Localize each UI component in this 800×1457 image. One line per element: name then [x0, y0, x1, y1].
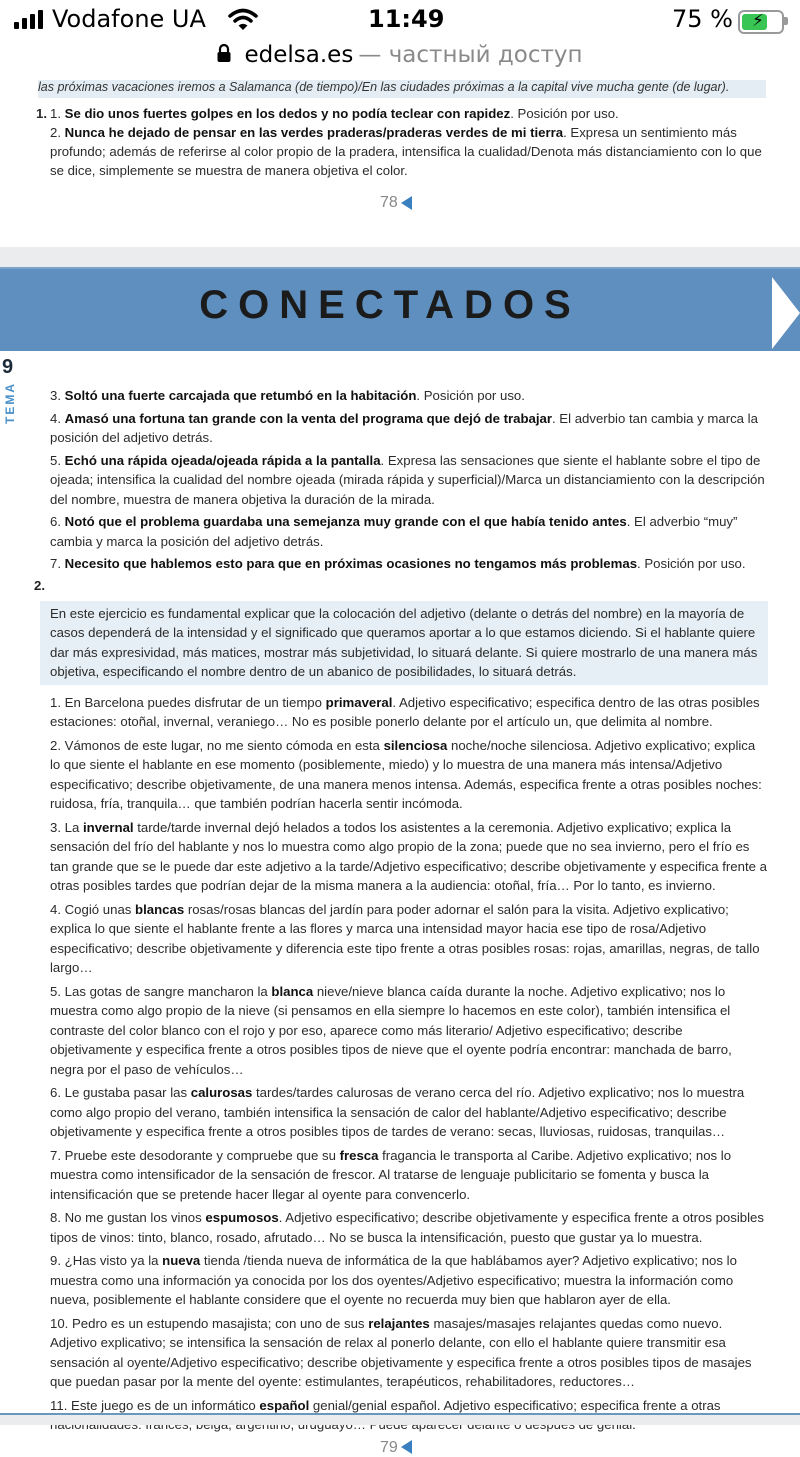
answer-item-7	[50, 554, 768, 574]
item-number: 6.	[50, 514, 65, 529]
answer-item-2-1	[50, 693, 768, 732]
item-explanation: . Posición por uso.	[510, 106, 619, 121]
item-sentence-start: 3. La	[50, 819, 83, 835]
answer-item-2-6	[50, 1083, 768, 1142]
item-explanation: . Adjetivo especificativo; especifica dentro de las otras posibles estaciones: otoñal, invernal, veraniego… No es posible ponerlo delante por el artículo un, que delimita al nombre.	[50, 694, 760, 729]
url-bar[interactable]	[0, 42, 800, 78]
banner-title: CONECTADOS	[199, 283, 581, 327]
item-explanation: rosas/rosas blancas del jardín para poder adornar el salón para la visita. Adjetivo explicativo; explica lo que siente el hablante frente a las flores y marca una intensidad mayor hacia ese tipo de rosa/Adjetivo especificativo; describe objetivamente y diferencia este tipo frente a otras posibles rosas: rojas, amarillas, negras, de tallo largo…	[50, 901, 760, 975]
item-sentence: Soltó una fuerte carcajada que retumbó en la habitación	[64, 388, 417, 403]
header-banner	[0, 267, 800, 351]
item-sentence: Se dio unos fuertes golpes en los dedos y no podía teclear con rapidez	[64, 106, 511, 121]
answer-item-2-5	[50, 982, 768, 1080]
item-adjective: blanca	[271, 983, 314, 999]
item-explanation: . El adverbio “muy” cambia y marca la posición del adjetivo detrás.	[50, 514, 738, 549]
page-number-78	[380, 194, 412, 212]
exercise-number: 1.	[36, 106, 47, 121]
battery-cap	[784, 17, 788, 25]
truncated-example-strip: las próximas vacaciones iremos a Salamanca (de tiempo)/En las ciudades próximas a la capital vive mucha gente (de lugar).	[38, 80, 766, 98]
url-private-label: — частный доступ	[358, 42, 583, 68]
page-arrow-icon	[401, 1440, 412, 1454]
page-79-content	[34, 386, 768, 1457]
item-explanation: . Posición por uso.	[637, 556, 746, 571]
page-arrow-icon	[401, 196, 412, 210]
carrier-name: Vodafone UA	[52, 5, 206, 33]
exercise-2-number: 2.	[34, 577, 45, 593]
item-explanation: genial/genial español. Adjetivo especificativo; especifica frente a otras	[312, 1397, 721, 1413]
answer-item-1	[50, 104, 768, 123]
answer-item-4	[50, 409, 768, 448]
page-gap	[0, 247, 800, 267]
item-number: 2.	[50, 125, 61, 140]
item-sentence-start: 8. No me gustan los vinos	[50, 1210, 206, 1225]
item-sentence-start: 4. Cogió unas	[50, 901, 136, 917]
item-number: 4.	[50, 410, 65, 426]
item-sentence: Amasó una fortuna tan grande con la venta del programa que dejó de trabajar	[64, 410, 552, 426]
answer-item-3	[50, 386, 768, 406]
item-explanation: . Posición por uso.	[416, 388, 525, 403]
item-explanation: . Expresa las sensaciones que siente el hablante sobre el tipo de ojeada; intensifica la cualidad del nombre ojeada (mirada rápida y superficial)/Marca un distanciamiento con la descripción del nombre, muestra de manera objetiva la duración de la mirada.	[50, 452, 765, 507]
item-number: 3.	[50, 388, 65, 403]
next-page-edge	[0, 1413, 800, 1425]
section-1-answers	[50, 386, 768, 574]
item-number: 7.	[50, 556, 65, 571]
item-sentence-start: 10. Pedro es un estupendo masajista; con uno de sus	[50, 1315, 369, 1331]
page-number-79	[380, 1439, 800, 1457]
answer-item-2-10	[50, 1314, 768, 1392]
answer-item-2-7	[50, 1146, 768, 1205]
status-bar	[0, 0, 800, 42]
tema-number: 9	[2, 356, 14, 378]
page-78	[0, 80, 800, 247]
item-sentence-start: 9. ¿Has visto ya la	[50, 1253, 163, 1268]
item-sentence: Nunca he dejado de pensar en las verdes praderas/praderas verdes de mi tierra	[64, 125, 564, 140]
item-adjective: blancas	[135, 901, 185, 917]
clock: 11:49	[368, 5, 445, 33]
item-sentence-start: 11. Este juego es de un informático	[50, 1397, 260, 1413]
item-explanation: nieve/nieve blanca caída durante la noche. Adjetivo explicativo; nos lo muestra como algo propio de la nieve (si pensamos en ella siempre lo hacemos en este color), también intensifica el contraste del color blanco con el rojo y por eso, aparece como más literario/ Adjetivo especificativo; describe objetivamente y especifica frente a otros posibles tipos de nieve que el oyente podría encontrar: manchada de barro, negra por el paso de vehículos…	[50, 983, 732, 1077]
item-sentence-start: 7. Pruebe este desodorante y compruebe que su	[50, 1147, 340, 1163]
answer-item-5	[50, 451, 768, 510]
item-explanation: fragancia le transporta al Caribe. Adjetivo explicativo; nos lo muestra como intensificador de la sensación de frescor. Al tratarse de lenguaje publicitario se fomenta y busca la intensificación que se pretende hacer llegar al oyente para convencerlo.	[50, 1147, 732, 1202]
answer-item-2-8	[50, 1208, 768, 1247]
battery-percent: 75 %	[672, 5, 733, 33]
item-adjective: nueva	[162, 1253, 201, 1268]
answer-item-2-9	[50, 1251, 768, 1310]
item-explanation: tarde/tarde invernal dejó helados a todos los asistentes a la ceremonia. Adjetivo explicativo; explica la sensación del frío del hablante y nos lo muestra como algo propio de la zona; puede que no sea invierno, pero el frío es tan grande que se le puede dar este adjetivo a la tarde/Adjetivo especificativo; describe objetivamente y especifica frente a otras posibles tardes que podrían dejar de la misma manera a la audiencia: otoñal, fría… Por lo tanto, es invierno.	[50, 819, 767, 893]
item-explanation: noche/noche silenciosa. Adjetivo explicativo; explica lo que siente el hablante en ese momento (posiblemente, miedo) y lo muestra de una manera más intensa/Adjetivo especificativo; describe objetivamente, de una manera menos intensa. Además, especifica frente a otras posibles noches: ruidosa, fría, tranquila… que también podrían hacerla sentir incómoda.	[50, 737, 762, 811]
item-adjective: relajantes	[368, 1315, 430, 1331]
teacher-note-box: En este ejercicio es fundamental explicar que la colocación del adjetivo (delante o detrás del nombre) en la mayoría de casos dependerá de la intensidad y el significado que queramos aportar a lo que estamos diciendo. Si el hablante quiere dar más expresividad, más matices, mostrar más subjetividad, lo situará delante. Si quiere mostrarlo de una manera más objetiva, especificando el nombre dentro de un abanico de posibilidades, lo situará detrás.	[40, 601, 768, 685]
item-adjective: primaveral	[325, 694, 393, 710]
answer-item-2	[50, 123, 768, 180]
item-adjective: fresca	[339, 1147, 379, 1163]
item-explanation: . Expresa un sentimiento más profundo; además de referirse al color propio de la pradera, intensifica la cualidad/Denota más distanciamiento con lo que se dice, simplemente se muestra de manera objetiva el color.	[50, 125, 762, 178]
wifi-icon	[228, 8, 258, 36]
item-sentence: Echó una rápida ojeada/ojeada rápida a la pantalla	[64, 452, 381, 468]
item-explanation: . El adverbio tan cambia y marca la posición del adjetivo detrás.	[50, 410, 758, 445]
answer-item-2-2	[50, 736, 768, 814]
item-number: 5.	[50, 452, 65, 468]
url-domain: edelsa.es	[244, 42, 354, 68]
item-sentence: Necesito que hablemos esto para que en próximas ocasiones no tengamos más problemas	[64, 556, 638, 571]
item-adjective: español	[259, 1397, 310, 1413]
answer-item-2-3	[50, 818, 768, 896]
item-explanation: tienda /tienda nueva de informática de la que hablábamos ayer? Adjetivo explicativo; nos lo muestra como una información ya conocida por los dos oyentes/Adjetivo especificativo; muestra la información como nueva, posiblemente el hablante considere que el oyente no recuerda muy bien que hablaron ayer de ella.	[50, 1253, 737, 1307]
page-number-text: 78	[380, 194, 398, 211]
item-adjective: calurosas	[190, 1085, 253, 1100]
item-number: 1.	[50, 106, 61, 121]
item-adjective: invernal	[83, 819, 134, 835]
answer-item-2-4	[50, 900, 768, 978]
page-number-text: 79	[380, 1438, 398, 1456]
signal-icon	[14, 10, 43, 29]
item-explanation: masajes/masajes relajantes quedas como nuevo. Adjetivo explicativo; se intensifica la sensación de relax al ponerlo delante, con ello el hablante quiere transmitir esa sensación al oyente/Adjetivo especificativo; describe objetivamente y especifica frente a otros posibles tipos de masajes que puedan pasar por la mente del oyente: estimulantes, terapéuticos, rehabilitadores, reductores…	[50, 1315, 752, 1389]
banner-arrow-icon	[772, 277, 800, 349]
tema-label: TEMA	[3, 382, 17, 424]
item-sentence-start: 5. Las gotas de sangre mancharon la	[50, 983, 272, 999]
section-2-answers	[50, 693, 768, 1435]
charging-bolt-icon: ⚡	[752, 11, 764, 31]
item-adjective: espumosos	[205, 1210, 279, 1225]
item-sentence-start: 1. En Barcelona puedes disfrutar de un tiempo	[50, 694, 326, 710]
item-sentence-start: 2. Vámonos de este lugar, no me siento cómoda en esta	[50, 737, 384, 753]
item-explanation: . Adjetivo especificativo; describe objetivamente y especifica frente a otros posibles tipos de vinos: tinto, blanco, rosado, afrutado… No se busca la intensificación, puesto que gustar ya lo muestra.	[50, 1210, 764, 1245]
item-explanation: tardes/tardes calurosas de verano cerca del río. Adjetivo explicativo; nos lo muestra como algo propio del verano, también intensifica la sensación de calor del hablante/Adjetivo especificativo; describe objetivamente y especifica frente a otros posibles tipos de tardes de verano: secas, lluviosas, ruidosas, tranquilas…	[50, 1085, 745, 1139]
item-sentence: Notó que el problema guardaba una semejanza muy grande con el que había tenido antes	[64, 514, 627, 529]
lock-icon	[217, 43, 231, 67]
item-adjective: silenciosa	[383, 737, 448, 753]
answer-item-6	[50, 512, 768, 551]
battery-icon	[738, 10, 784, 34]
item-sentence-start: 6. Le gustaba pasar las	[50, 1085, 191, 1100]
